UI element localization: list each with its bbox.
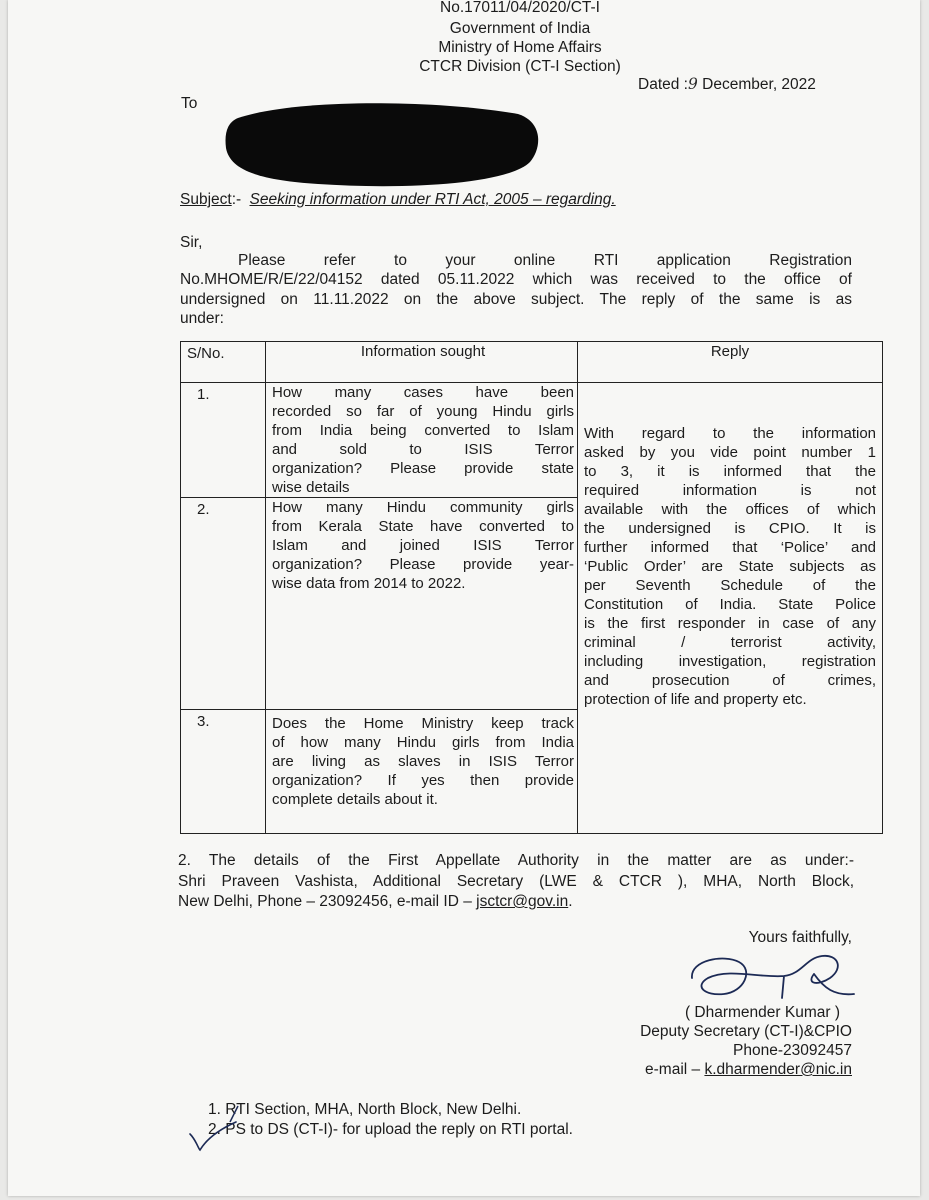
- row-info: [266, 710, 578, 834]
- info-line: are living as slaves in ISIS Terror: [272, 753, 574, 770]
- copy-to-list: [208, 1100, 573, 1139]
- info-line: How many Hindu community girls: [272, 499, 574, 516]
- signatory-phone: Phone-23092457: [733, 1042, 852, 1059]
- handwritten-signature: [684, 948, 860, 1008]
- reply-line: further informed that ‘Police’ and: [584, 539, 876, 556]
- dated-month-year: December, 2022: [702, 76, 816, 93]
- reply-line: asked by you vide point number 1: [584, 444, 876, 461]
- header-division: CTCR Division (CT-I Section): [419, 58, 621, 75]
- appellate-line1: 2. The details of the First Appellate Authority in the matter are as under:-: [178, 852, 854, 869]
- pen-tick-marks: [184, 1100, 254, 1156]
- subject-text: Seeking information under RTI Act, 2005 – regarding.: [249, 191, 616, 208]
- para1-line2: No.MHOME/R/E/22/04152 dated 05.11.2022 which was received to the office of: [180, 271, 852, 288]
- reply-line: criminal / terrorist activity,: [584, 634, 876, 651]
- info-line: from Kerala State have converted to: [272, 518, 574, 535]
- info-line: wise details: [272, 479, 350, 496]
- header-reply: Reply: [578, 342, 883, 383]
- reply-line: the undersigned is CPIO. It is: [584, 520, 876, 537]
- appellate-line3: [178, 893, 573, 911]
- header-ministry: Ministry of Home Affairs: [438, 39, 602, 56]
- info-line: recorded so far of young Hindu girls: [272, 403, 574, 420]
- signatory-name: ( Dharmender Kumar ): [684, 1004, 840, 1021]
- appellate-period: .: [568, 893, 573, 910]
- redacted-address-block: [208, 100, 548, 190]
- info-line: organization? Please provide state: [272, 460, 574, 477]
- para1-line3: undersigned on 11.11.2022 on the above subject. The reply of the same is as: [180, 291, 852, 308]
- reply-cell: [578, 383, 883, 834]
- signatory-email-link[interactable]: k.dharmender@nic.in: [704, 1061, 852, 1078]
- dated-line: [638, 75, 816, 94]
- row-sno: 1.: [181, 383, 266, 498]
- reply-line: protection of life and property etc.: [584, 691, 807, 708]
- reply-line: Constitution of India. State Police: [584, 596, 876, 613]
- dated-label: Dated :: [638, 76, 688, 93]
- redaction-mark: [226, 103, 539, 186]
- info-line: organization? If yes then provide: [272, 772, 574, 789]
- file-number: No.17011/04/2020/CT-I: [440, 0, 600, 16]
- info-line: of how many Hindu girls from India: [272, 734, 574, 751]
- reply-line: ‘Public Order’ are State subjects as: [584, 558, 876, 575]
- closing: Yours faithfully,: [748, 929, 852, 946]
- subject-label: Subject: [180, 191, 232, 208]
- header-government: Government of India: [449, 20, 591, 37]
- info-line: from India being converted to Islam: [272, 422, 574, 439]
- row-info: [266, 383, 578, 498]
- reply-line: With regard to the information: [584, 425, 876, 442]
- info-line: wise data from 2014 to 2022.: [272, 575, 466, 592]
- info-line: complete details about it.: [272, 791, 438, 808]
- reply-line: per Seventh Schedule of the: [584, 577, 876, 594]
- salutation: Sir,: [180, 234, 203, 251]
- appellate-line2: Shri Praveen Vashista, Additional Secretary (LWE & CTCR ), MHA, North Block,: [178, 873, 854, 890]
- tick-mark: [230, 1106, 238, 1122]
- row-info: [266, 498, 578, 710]
- row-sno: 2.: [181, 498, 266, 710]
- info-line: How many cases have been: [272, 384, 574, 401]
- info-line: and sold to ISIS Terror: [272, 441, 574, 458]
- header-sno: S/No.: [181, 342, 266, 383]
- reply-line: required information is not: [584, 482, 876, 499]
- copy-to-item: 2. PS to DS (CT-I)- for upload the reply on RTI portal.: [208, 1120, 573, 1138]
- row-sno: 3.: [181, 710, 266, 834]
- reply-line: to 3, it is informed that the: [584, 463, 876, 480]
- subject-separator: :-: [231, 191, 242, 208]
- reply-line: is the first responder in case of any: [584, 615, 876, 632]
- to-label: To: [181, 95, 198, 112]
- info-line: Islam and joined ISIS Terror: [272, 537, 574, 554]
- subject-line: [180, 191, 616, 209]
- table-row: [181, 383, 883, 498]
- dated-day: 9: [687, 75, 698, 93]
- reply-line: including investigation, registration: [584, 653, 876, 670]
- signatory-designation: Deputy Secretary (CT-I)&CPIO: [640, 1023, 852, 1040]
- signatory-email-label: e-mail –: [645, 1061, 705, 1078]
- reply-line: and prosecution of crimes,: [584, 672, 876, 689]
- reply-line: available with the offices of which: [584, 501, 876, 518]
- info-line: Does the Home Ministry keep track: [272, 715, 574, 732]
- header-info: Information sought: [266, 342, 578, 383]
- info-line: organization? Please provide year-: [272, 556, 574, 573]
- letter-page: [8, 0, 920, 1196]
- table-header-row: [181, 342, 883, 383]
- appellate-email-link[interactable]: jsctcr@gov.in: [476, 893, 569, 910]
- para1-line4: under:: [180, 310, 224, 327]
- tick-mark: [190, 1122, 236, 1150]
- para1-line1: Please refer to your online RTI application Registration: [238, 252, 852, 269]
- copy-to-item: 1. RTI Section, MHA, North Block, New Delhi.: [208, 1101, 522, 1118]
- signatory-email-line: [568, 1060, 852, 1080]
- appellate-phone-text: New Delhi, Phone – 23092456, e-mail ID –: [178, 893, 477, 910]
- signature-stroke: [692, 956, 854, 998]
- rti-table: [180, 341, 883, 834]
